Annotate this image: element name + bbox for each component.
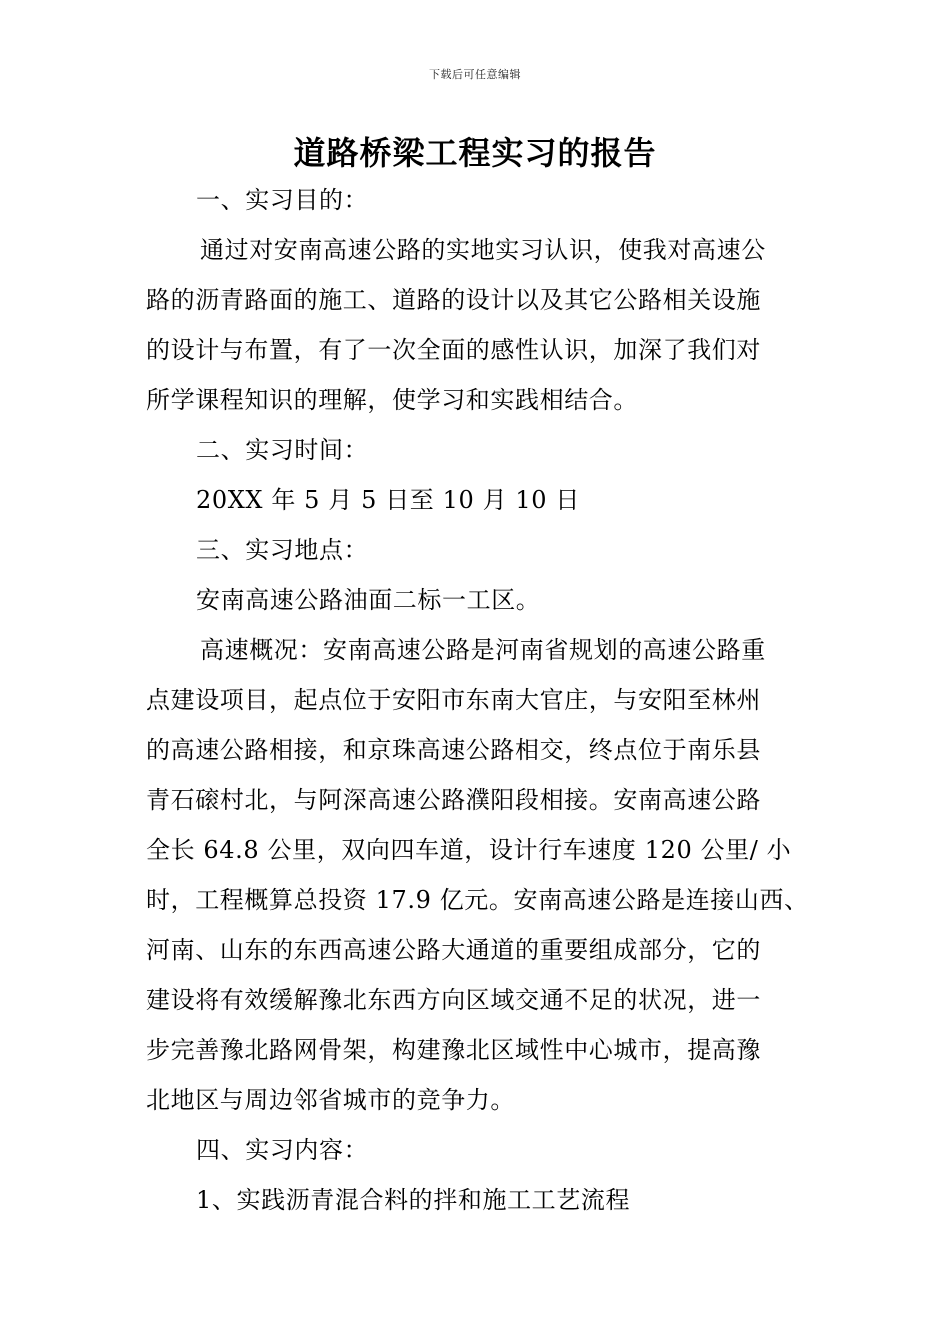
purpose-paragraph-line: 路的沥青路面的施工、道路的设计以及其它公路相关设施	[146, 286, 761, 314]
content-item-1: 1、实践沥青混合料的拌和施工工艺流程	[196, 1186, 631, 1214]
overview-paragraph-line: 的高速公路相接，和京珠高速公路相交，终点位于南乐县	[146, 736, 761, 764]
overview-paragraph-line: 青石磙村北，与阿深高速公路濮阳段相接。安南高速公路	[146, 786, 761, 814]
overview-paragraph-line: 高速概况：安南高速公路是河南省规划的高速公路重	[200, 636, 766, 664]
internship-location: 安南高速公路油面二标一工区。	[196, 586, 541, 614]
internship-period: 20XX 年 5 月 5 日至 10 月 10 日	[196, 486, 580, 514]
overview-paragraph-line: 河南、山东的东西高速公路大通道的重要组成部分，它的	[146, 936, 761, 964]
section-heading-content: 四、实习内容：	[196, 1136, 369, 1164]
document-title: 道路桥梁工程实习的报告	[293, 134, 657, 172]
section-heading-time: 二、实习时间：	[196, 436, 369, 464]
overview-paragraph-line: 北地区与周边邻省城市的竞争力。	[146, 1086, 515, 1114]
overview-paragraph-line: 点建设项目，起点位于安阳市东南大官庄，与安阳至林州	[146, 686, 761, 714]
purpose-paragraph-line: 通过对安南高速公路的实地实习认识，使我对高速公	[200, 236, 766, 264]
section-heading-location: 三、实习地点：	[196, 536, 369, 564]
purpose-paragraph-line: 所学课程知识的理解，使学习和实践相结合。	[146, 386, 638, 414]
purpose-paragraph-line: 的设计与布置，有了一次全面的感性认识，加深了我们对	[146, 336, 761, 364]
section-heading-purpose: 一、实习目的：	[196, 186, 369, 214]
overview-paragraph-line: 全长 64.8 公里，双向四车道，设计行车速度 120 公里/ 小	[146, 836, 792, 864]
header-note: 下载后可任意编辑	[429, 68, 521, 81]
overview-paragraph-line: 步完善豫北路网骨架，构建豫北区域性中心城市，提高豫	[146, 1036, 761, 1064]
overview-paragraph-line: 时，工程概算总投资 17.9 亿元。安南高速公路是连接山西、	[146, 886, 809, 914]
overview-paragraph-line: 建设将有效缓解豫北东西方向区域交通不足的状况，进一	[146, 986, 761, 1014]
